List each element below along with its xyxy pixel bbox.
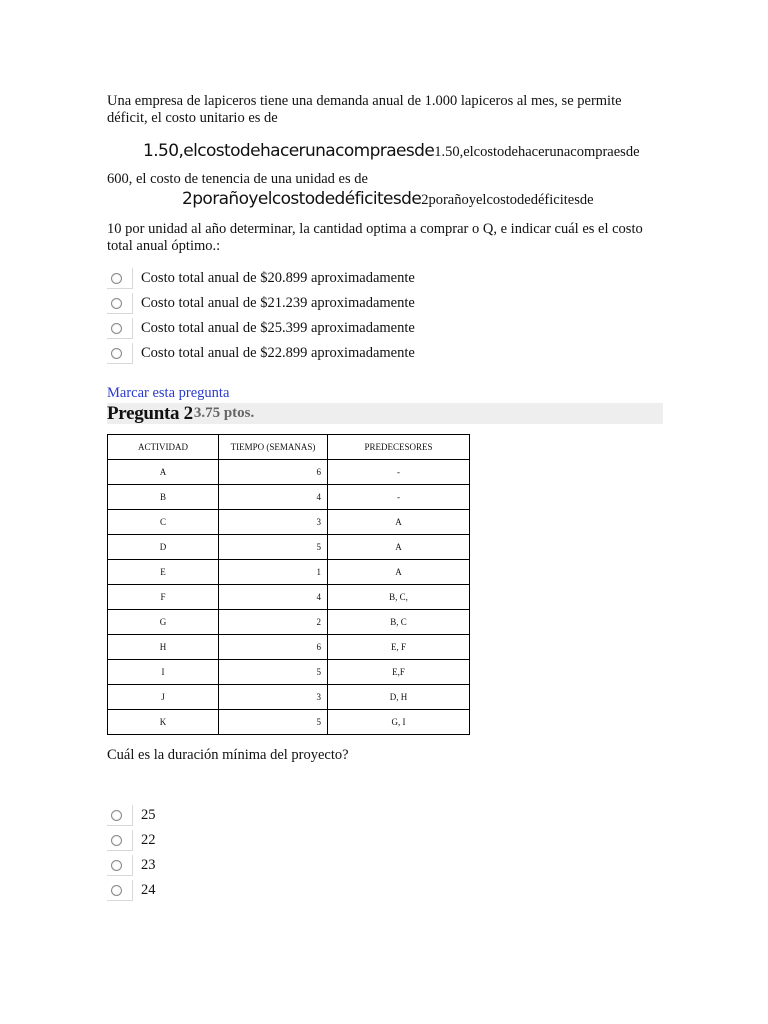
column-header: PREDECESORES <box>328 435 470 460</box>
answer-option[interactable] <box>107 853 156 878</box>
time-cell: 1 <box>219 560 328 585</box>
formula2-raw: 2porañoyelcostodedéficitesde <box>421 192 594 208</box>
table-row <box>108 685 470 710</box>
table-row <box>108 485 470 510</box>
question-points: 3.75 ptos. <box>193 405 255 421</box>
activities-table <box>107 434 470 735</box>
radio-button[interactable] <box>111 835 122 846</box>
predecessor-cell: - <box>328 460 470 485</box>
time-cell: 4 <box>219 485 328 510</box>
predecessor-cell: A <box>328 560 470 585</box>
answer-label: Costo total anual de $21.239 aproximadamente <box>141 295 415 311</box>
predecessor-cell: B, C <box>328 610 470 635</box>
time-cell: 5 <box>219 660 328 685</box>
time-cell: 3 <box>219 510 328 535</box>
question1-options <box>107 266 415 366</box>
time-cell: 5 <box>219 535 328 560</box>
activity-cell: F <box>108 585 219 610</box>
time-cell: 6 <box>219 635 328 660</box>
answer-label: 25 <box>141 807 156 823</box>
activity-cell: I <box>108 660 219 685</box>
activity-cell: B <box>108 485 219 510</box>
question1-line3: 10 por unidad al año determinar, la cantidad optima a comprar o Q, e indicar cuál es el costo total anual óptimo.: <box>107 221 643 254</box>
answer-option[interactable] <box>107 828 156 853</box>
table-row <box>108 610 470 635</box>
activity-cell: J <box>108 685 219 710</box>
answer-option[interactable] <box>107 803 156 828</box>
formula1-raw: 1.50,elcostodehacerunacompraesde <box>434 144 640 160</box>
table-row <box>108 535 470 560</box>
table-row <box>108 660 470 685</box>
activity-cell: K <box>108 710 219 735</box>
time-cell: 2 <box>219 610 328 635</box>
question-title: Pregunta 2 <box>107 402 193 424</box>
answer-label: 24 <box>141 882 156 898</box>
table-row <box>108 510 470 535</box>
radio-button[interactable] <box>111 860 122 871</box>
activity-cell: D <box>108 535 219 560</box>
radio-button[interactable] <box>111 810 122 821</box>
column-header: TIEMPO (SEMANAS) <box>219 435 328 460</box>
table-row <box>108 710 470 735</box>
column-header: ACTIVIDAD <box>108 435 219 460</box>
formula1-math: 1.50,elcostodehacerunacompraesde <box>143 141 435 161</box>
activity-cell: G <box>108 610 219 635</box>
predecessor-cell: E, F <box>328 635 470 660</box>
formula2-math: 2porañoyelcostodedéficitesde <box>182 189 422 209</box>
answer-label: 23 <box>141 857 156 873</box>
activity-cell: C <box>108 510 219 535</box>
radio-button[interactable] <box>111 323 122 334</box>
answer-option[interactable] <box>107 316 415 341</box>
question1-intro: Una empresa de lapiceros tiene una demanda anual de 1.000 lapiceros al mes, se permite déficit, el costo unitario es de <box>107 93 622 126</box>
question2-options <box>107 803 156 903</box>
answer-option[interactable] <box>107 291 415 316</box>
activity-cell: H <box>108 635 219 660</box>
answer-option[interactable] <box>107 341 415 366</box>
predecessor-cell: E,F <box>328 660 470 685</box>
table-row <box>108 585 470 610</box>
question1-line2: 600, el costo de tenencia de una unidad es de <box>107 171 368 187</box>
time-cell: 6 <box>219 460 328 485</box>
formula1-line <box>143 141 640 162</box>
time-cell: 3 <box>219 685 328 710</box>
activity-cell: A <box>108 460 219 485</box>
time-cell: 5 <box>219 710 328 735</box>
answer-label: Costo total anual de $20.899 aproximadamente <box>141 270 415 286</box>
activity-cell: E <box>108 560 219 585</box>
table-row <box>108 635 470 660</box>
answer-option[interactable] <box>107 878 156 903</box>
table-header-row <box>108 435 470 460</box>
predecessor-cell: - <box>328 485 470 510</box>
predecessor-cell: B, C, <box>328 585 470 610</box>
predecessor-cell: A <box>328 510 470 535</box>
answer-label: 22 <box>141 832 156 848</box>
radio-button[interactable] <box>111 348 122 359</box>
answer-option[interactable] <box>107 266 415 291</box>
predecessor-cell: G, I <box>328 710 470 735</box>
radio-button[interactable] <box>111 298 122 309</box>
predecessor-cell: A <box>328 535 470 560</box>
radio-button[interactable] <box>111 273 122 284</box>
answer-label: Costo total anual de $25.399 aproximadamente <box>141 320 415 336</box>
answer-label: Costo total anual de $22.899 aproximadamente <box>141 345 415 361</box>
question2-prompt: Cuál es la duración mínima del proyecto? <box>107 747 349 763</box>
time-cell: 4 <box>219 585 328 610</box>
table-row <box>108 560 470 585</box>
mark-question-link[interactable]: Marcar esta pregunta <box>107 385 230 401</box>
predecessor-cell: D, H <box>328 685 470 710</box>
table-row <box>108 460 470 485</box>
radio-button[interactable] <box>111 885 122 896</box>
question2-header <box>107 403 663 424</box>
formula2-line <box>182 189 594 210</box>
